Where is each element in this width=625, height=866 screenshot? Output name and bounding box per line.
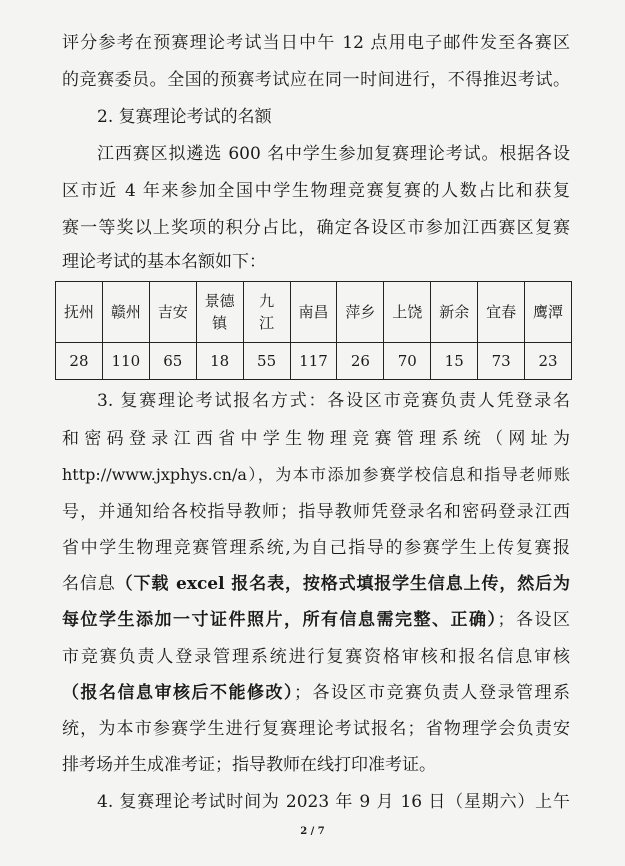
bold-instruction: （下载 excel 报名表，按格式填报学生信息上传，然后为 bbox=[115, 574, 570, 594]
table-value-cell: 73 bbox=[478, 343, 525, 380]
table-header-cell: 鹰潭 bbox=[525, 282, 572, 343]
section-3-line-6 bbox=[62, 573, 570, 595]
page-number: 2 / 7 bbox=[300, 826, 325, 837]
text-line-5: 区市近 4 年来参加全国中学生物理竞赛复赛的人数占比和获复 bbox=[62, 181, 570, 201]
text-line-6: 赛一等奖以上奖项的积分占比，确定各设区市参加江西赛区复赛 bbox=[62, 218, 570, 238]
text-segment: ；各设区 bbox=[497, 610, 570, 630]
table-value-cell: 70 bbox=[384, 343, 431, 380]
text-line-4: 江西赛区拟遴选 600 名中学生参加复赛理论考试。根据各设 bbox=[97, 144, 570, 164]
table-value-cell: 18 bbox=[196, 343, 243, 380]
table-header-cell: 新余 bbox=[431, 282, 478, 343]
table-value-cell: 28 bbox=[56, 343, 103, 380]
table-header-cell: 九 江 bbox=[243, 282, 290, 343]
section-3-line-2: 和密码登录江西省中学生物理竞赛管理系统（网址为 bbox=[62, 429, 570, 449]
text-line-1: 评分参考在预赛理论考试当日中午 12 点用电子邮件发至各赛区 bbox=[62, 33, 570, 53]
section-heading-4: 4. 复赛理论考试时间为 2023 年 9 月 16 日（星期六）上午 bbox=[97, 792, 570, 812]
section-3-line-7 bbox=[62, 609, 570, 631]
table-header-cell: 萍乡 bbox=[337, 282, 384, 343]
table-header-cell: 景德 镇 bbox=[196, 282, 243, 343]
section-3-line-11: 排考场并生成准考证；指导教师在线打印准考证。 bbox=[62, 755, 436, 775]
table-header-cell: 吉安 bbox=[149, 282, 196, 343]
text-segment: ；各设区市竞赛负责人登录管理系 bbox=[294, 683, 570, 703]
bold-instruction: 每位学生添加一寸证件照片，所有信息需完整、正确） bbox=[62, 610, 498, 630]
bold-notice: （报名信息审核后不能修改） bbox=[62, 683, 294, 703]
text-line-2: 的竞赛委员。全国的预赛考试应在同一时间进行，不得推迟考试。 bbox=[62, 70, 570, 90]
table-header-cell: 宜春 bbox=[478, 282, 525, 343]
text-line-7: 理论考试的基本名额如下： bbox=[62, 252, 266, 272]
table-header-cell: 赣州 bbox=[102, 282, 149, 343]
table-header-row bbox=[56, 282, 572, 343]
table-value-row bbox=[56, 343, 572, 380]
table-value-cell: 26 bbox=[337, 343, 384, 380]
section-3-line-10: 统，为本市参赛学生进行复赛理论考试报名；省物理学会负责安 bbox=[62, 719, 570, 739]
table-value-cell: 110 bbox=[102, 343, 149, 380]
table-header-cell: 抚州 bbox=[56, 282, 103, 343]
table-header-cell: 上饶 bbox=[384, 282, 431, 343]
section-3-line-9 bbox=[62, 682, 570, 704]
table-value-cell: 23 bbox=[525, 343, 572, 380]
section-heading-2: 2. 复赛理论考试的名额 bbox=[97, 107, 272, 127]
section-3-line-8: 市竞赛负责人登录管理系统进行复赛资格审核和报名信息审核 bbox=[62, 647, 570, 667]
quota-table bbox=[55, 281, 572, 380]
text-segment: 名信息 bbox=[62, 574, 116, 594]
table-header-cell: 南昌 bbox=[290, 282, 337, 343]
section-3-line-4: 号，并通知给各校指导教师；指导教师凭登录名和密码登录江西 bbox=[62, 502, 570, 522]
section-3-line-5: 省中学生物理竞赛管理系统,为自己指导的参赛学生上传复赛报 bbox=[62, 538, 570, 558]
section-3-line-3: http://www.jxphys.cn/a），为本市添加参赛学校信息和指导老师账 bbox=[62, 465, 570, 484]
table-value-cell: 15 bbox=[431, 343, 478, 380]
table-value-cell: 117 bbox=[290, 343, 337, 380]
section-3-line-1: 3. 复赛理论考试报名方式：各设区市竞赛负责人凭登录名 bbox=[97, 391, 570, 411]
table-value-cell: 55 bbox=[243, 343, 290, 380]
table-value-cell: 65 bbox=[149, 343, 196, 380]
